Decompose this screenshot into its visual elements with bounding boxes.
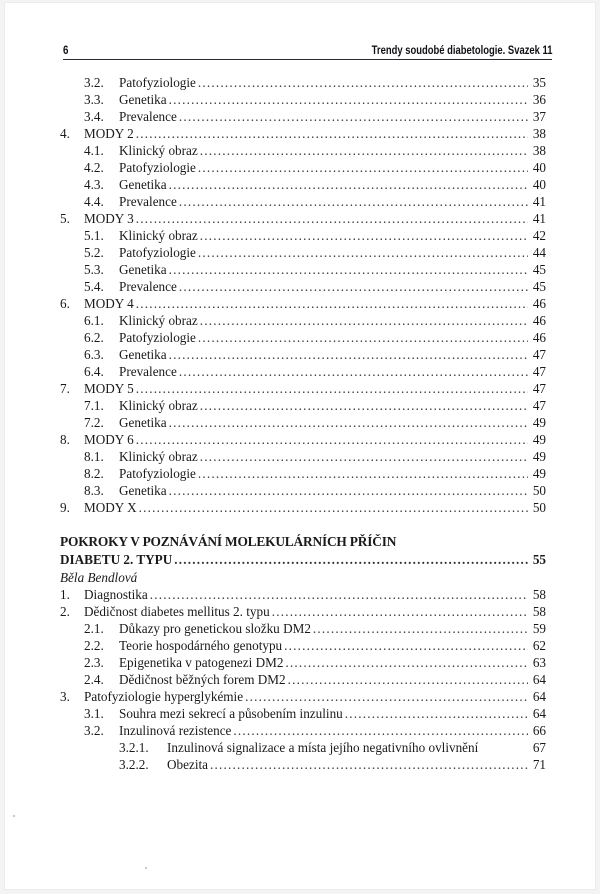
toc-entry-page: 38: [532, 126, 546, 141]
toc-entry-label: [60, 431, 134, 448]
toc-entry-title: Genetika: [119, 347, 167, 362]
toc-entry-page: 45: [532, 262, 546, 277]
toc-entry-label: [60, 482, 167, 499]
dot-leader: [200, 312, 528, 329]
toc-entry-title: Klinický obraz: [119, 313, 198, 328]
toc-entry-page: 58: [532, 604, 546, 619]
toc-entry-title: Epigenetika v patogenezi DM2: [119, 655, 284, 670]
toc-entry-page: 49: [532, 415, 546, 430]
toc-entry-label: [60, 465, 196, 482]
toc-entry-page: 71: [532, 757, 546, 772]
toc-entry-label: [60, 671, 286, 688]
toc-entry-title: Patofyziologie hyperglykémie: [84, 689, 244, 704]
dot-leader: [179, 278, 528, 295]
toc-entry[interactable]: [60, 397, 546, 414]
toc-entry-page: 63: [532, 655, 546, 670]
toc-entry-page: 36: [532, 92, 546, 107]
toc-entry-number: 4.3.: [84, 177, 104, 192]
toc-entry-label: [60, 295, 134, 312]
toc-entry-number: 5.3.: [84, 262, 104, 277]
toc-entry-title: Dědičnost diabetes mellitus 2. typu: [84, 604, 270, 619]
toc-entry[interactable]: [60, 125, 546, 142]
toc-entry[interactable]: [60, 210, 546, 227]
toc-chapter: [60, 533, 546, 773]
paper-speck: [13, 815, 15, 817]
toc-entry[interactable]: [60, 278, 546, 295]
toc-entry[interactable]: [60, 465, 546, 482]
table-of-contents: [60, 74, 546, 773]
toc-entry-number: 8.2.: [84, 466, 104, 481]
toc-entry-title: Genetika: [119, 92, 167, 107]
toc-entry-number: 1.: [60, 587, 70, 602]
toc-entry-label: [60, 722, 231, 739]
toc-entry[interactable]: [60, 193, 546, 210]
toc-entry-number: 7.: [60, 381, 70, 396]
toc-entry-title: Prevalence: [119, 279, 177, 294]
toc-entry-title: Důkazy pro genetickou složku DM2: [119, 621, 311, 636]
dot-leader: [288, 671, 528, 688]
toc-entry-title: MODY 5: [84, 381, 134, 396]
toc-entry-page: 49: [532, 466, 546, 481]
toc-entry-title: MODY X: [84, 500, 137, 515]
toc-entry-page: 40: [532, 160, 546, 175]
toc-entry-title: Prevalence: [119, 109, 177, 124]
toc-entry-title: MODY 3: [84, 211, 134, 226]
toc-entry-label: [60, 620, 311, 637]
toc-entry-number: 7.2.: [84, 415, 104, 430]
dot-leader: [136, 431, 528, 448]
running-header: [63, 44, 552, 60]
dot-leader: [136, 125, 528, 142]
chapter-entries-list: [60, 586, 546, 773]
toc-entry-title: MODY 2: [84, 126, 134, 141]
toc-entry-title: Teorie hospodárného genotypu: [119, 638, 283, 653]
dot-leader: [179, 363, 528, 380]
toc-entry-title: Inzulinová rezistence: [119, 723, 232, 738]
toc-entry-title: Patofyziologie: [119, 75, 196, 90]
toc-entry[interactable]: [60, 227, 546, 244]
toc-entry-number: 4.2.: [84, 160, 104, 175]
dot-leader: [200, 142, 528, 159]
toc-entry-page: 37: [532, 109, 546, 124]
toc-entry-label: [60, 278, 177, 295]
toc-entry-label: [60, 448, 198, 465]
chapter-title-line2: DIABETU 2. TYPU: [60, 552, 173, 567]
toc-entry-label: [60, 193, 177, 210]
toc-entry-title: MODY 4: [84, 296, 134, 311]
toc-entry-title: Dědičnost běžných forem DM2: [119, 672, 286, 687]
toc-entry-label: [60, 397, 198, 414]
toc-entry-title: Genetika: [119, 177, 167, 192]
toc-entry[interactable]: [60, 159, 546, 176]
toc-entry-page: 46: [532, 296, 546, 311]
dot-leader: [139, 499, 528, 516]
toc-entry-title: Inzulinová signalizace a místa jejího negativního ovlivnění: [167, 740, 479, 755]
toc-entry-title: Patofyziologie: [119, 160, 196, 175]
toc-entry[interactable]: [60, 295, 546, 312]
toc-entry-label: [60, 586, 148, 603]
running-title: Trendy soudobé diabetologie. Svazek 11: [371, 45, 552, 57]
dot-leader: [210, 756, 528, 773]
dot-leader: [284, 637, 528, 654]
toc-entry[interactable]: [60, 722, 546, 739]
toc-entry-label: [60, 91, 167, 108]
toc-entry-page: 47: [532, 381, 546, 396]
toc-entry-number: 7.1.: [84, 398, 104, 413]
chapter-page-number: 55: [532, 552, 546, 567]
dot-leader: [150, 586, 528, 603]
toc-entry-number: 3.2.: [84, 75, 104, 90]
toc-entry-number: 8.: [60, 432, 70, 447]
page-number: 6: [63, 45, 69, 57]
toc-entry-page: 44: [532, 245, 546, 260]
toc-entry-number: 5.2.: [84, 245, 104, 260]
toc-entry-number: 4.: [60, 126, 70, 141]
chapter-title-row[interactable]: [60, 551, 546, 569]
toc-entry-number: 3.2.1.: [119, 740, 149, 755]
toc-entry-label: [60, 637, 282, 654]
dot-leader: [169, 482, 528, 499]
toc-entry-label: [60, 176, 167, 193]
dot-leader: [200, 227, 528, 244]
toc-entry-page: 64: [532, 706, 546, 721]
toc-entry-number: 3.3.: [84, 92, 104, 107]
toc-entry-title: Genetika: [119, 262, 167, 277]
toc-entry-title: Klinický obraz: [119, 228, 198, 243]
toc-entry-page: 67: [532, 740, 546, 755]
chapter-author: Běla Bendlová: [60, 570, 138, 585]
dot-leader: [169, 176, 528, 193]
dot-leader: [169, 261, 528, 278]
toc-entry[interactable]: [60, 91, 546, 108]
chapter-title-line1[interactable]: POKROKY V POZNÁVÁNÍ MOLEKULÁRNÍCH PŘÍČIN: [60, 534, 397, 549]
toc-entry[interactable]: [60, 312, 546, 329]
toc-entry-title: Patofyziologie: [119, 245, 196, 260]
toc-entry-label: [60, 499, 137, 516]
toc-entry-label: [60, 227, 198, 244]
toc-entry[interactable]: [60, 739, 546, 756]
toc-entry-page: 38: [532, 143, 546, 158]
toc-entry-number: 5.: [60, 211, 70, 226]
toc-entry-label: [60, 739, 478, 756]
toc-entry-page: 41: [532, 211, 546, 226]
toc-entry[interactable]: [60, 671, 546, 688]
toc-entry-number: 6.4.: [84, 364, 104, 379]
toc-entry-label: [60, 363, 177, 380]
toc-entry-number: 6.: [60, 296, 70, 311]
toc-entry[interactable]: [60, 261, 546, 278]
dot-leader: [136, 210, 528, 227]
toc-entry-number: 3.: [60, 689, 70, 704]
toc-entry-number: 8.1.: [84, 449, 104, 464]
toc-entry[interactable]: [60, 586, 546, 603]
toc-entry-label: [60, 688, 243, 705]
dot-leader: [200, 397, 528, 414]
dot-leader: [198, 159, 528, 176]
toc-entry[interactable]: [60, 482, 546, 499]
toc-entry-number: 6.3.: [84, 347, 104, 362]
toc-entry-page: 40: [532, 177, 546, 192]
toc-entry-title: Genetika: [119, 483, 167, 498]
dot-leader: [198, 244, 528, 261]
toc-entry-label: [60, 244, 196, 261]
toc-entry[interactable]: [60, 499, 546, 516]
toc-entry-number: 2.3.: [84, 655, 104, 670]
toc-entry-number: 5.4.: [84, 279, 104, 294]
toc-continued-list: [60, 74, 546, 516]
toc-entry-label: [60, 414, 167, 431]
dot-leader: [136, 380, 528, 397]
toc-entry-title: Genetika: [119, 415, 167, 430]
toc-entry[interactable]: [60, 603, 546, 620]
toc-entry-number: 6.2.: [84, 330, 104, 345]
toc-entry-title: Prevalence: [119, 194, 177, 209]
toc-entry-number: 9.: [60, 500, 70, 515]
paper-speck: [145, 867, 147, 869]
toc-entry-number: 6.1.: [84, 313, 104, 328]
toc-entry[interactable]: [60, 142, 546, 159]
toc-entry-page: 50: [532, 500, 546, 515]
toc-entry-title: Obezita: [167, 757, 209, 772]
toc-entry[interactable]: [60, 74, 546, 91]
toc-entry-label: [60, 159, 196, 176]
toc-entry-label: [60, 74, 196, 91]
toc-entry[interactable]: [60, 329, 546, 346]
toc-entry-number: 3.2.2.: [119, 757, 149, 772]
toc-entry-number: 4.4.: [84, 194, 104, 209]
toc-entry-number: 5.1.: [84, 228, 104, 243]
toc-entry-title: MODY 6: [84, 432, 134, 447]
toc-entry-number: 2.4.: [84, 672, 104, 687]
toc-entry-number: 3.1.: [84, 706, 104, 721]
dot-leader: [245, 688, 528, 705]
toc-entry-title: Souhra mezi sekrecí a působením inzulinu: [119, 706, 343, 721]
toc-entry-number: 2.2.: [84, 638, 104, 653]
toc-entry-label: [60, 312, 198, 329]
toc-entry[interactable]: [60, 414, 546, 431]
toc-entry-page: 41: [532, 194, 546, 209]
toc-entry-number: 2.1.: [84, 621, 104, 636]
toc-entry-page: 64: [532, 689, 546, 704]
dot-leader: [272, 603, 528, 620]
toc-entry-page: 47: [532, 347, 546, 362]
dot-leader: [179, 193, 528, 210]
toc-entry[interactable]: [60, 244, 546, 261]
toc-entry-page: 62: [532, 638, 546, 653]
toc-entry[interactable]: [60, 363, 546, 380]
toc-entry-page: 42: [532, 228, 546, 243]
toc-entry[interactable]: [60, 756, 546, 773]
dot-leader: [136, 295, 528, 312]
toc-entry-label: [60, 261, 167, 278]
dot-leader: [285, 654, 528, 671]
dot-leader: [233, 722, 528, 739]
toc-entry-title: Klinický obraz: [119, 449, 198, 464]
toc-entry[interactable]: [60, 654, 546, 671]
toc-entry-page: 46: [532, 313, 546, 328]
toc-entry[interactable]: [60, 448, 546, 465]
toc-entry-label: [60, 603, 270, 620]
dot-leader: [169, 346, 528, 363]
toc-entry-page: 49: [532, 449, 546, 464]
toc-entry-page: 46: [532, 330, 546, 345]
dot-leader: [198, 329, 528, 346]
toc-entry-page: 35: [532, 75, 546, 90]
toc-entry-page: 50: [532, 483, 546, 498]
toc-entry-label: [60, 125, 134, 142]
toc-entry-page: 47: [532, 398, 546, 413]
toc-entry-page: 58: [532, 587, 546, 602]
dot-leader: [174, 551, 528, 569]
toc-entry-number: 8.3.: [84, 483, 104, 498]
toc-entry-page: 45: [532, 279, 546, 294]
toc-entry-page: 64: [532, 672, 546, 687]
toc-entry-label: [60, 329, 196, 346]
toc-entry[interactable]: [60, 637, 546, 654]
toc-entry-title: Patofyziologie: [119, 466, 196, 481]
toc-entry-title: Klinický obraz: [119, 143, 198, 158]
dot-leader: [198, 74, 528, 91]
toc-entry[interactable]: [60, 346, 546, 363]
toc-entry-page: 49: [532, 432, 546, 447]
toc-entry-page: 66: [532, 723, 546, 738]
toc-entry-title: Patofyziologie: [119, 330, 196, 345]
toc-entry[interactable]: [60, 688, 546, 705]
toc-entry-title: Diagnostika: [84, 587, 148, 602]
dot-leader: [169, 414, 528, 431]
toc-entry[interactable]: [60, 620, 546, 637]
dot-leader: [198, 465, 528, 482]
toc-entry-number: 3.2.: [84, 723, 104, 738]
toc-entry-label: [60, 346, 167, 363]
toc-entry-page: 47: [532, 364, 546, 379]
toc-entry[interactable]: [60, 705, 546, 722]
toc-entry[interactable]: [60, 176, 546, 193]
toc-entry-page: 59: [532, 621, 546, 636]
dot-leader: [345, 705, 528, 722]
toc-entry-label: [60, 210, 134, 227]
toc-entry-label: [60, 705, 343, 722]
dot-leader: [313, 620, 528, 637]
dot-leader: [169, 91, 528, 108]
toc-entry-label: [60, 142, 198, 159]
toc-entry-label: [60, 380, 134, 397]
toc-entry[interactable]: [60, 108, 546, 125]
toc-entry[interactable]: [60, 431, 546, 448]
toc-entry-number: 3.4.: [84, 109, 104, 124]
toc-entry-title: Prevalence: [119, 364, 177, 379]
toc-entry-number: 4.1.: [84, 143, 104, 158]
toc-entry[interactable]: [60, 380, 546, 397]
toc-entry-number: 2.: [60, 604, 70, 619]
toc-entry-title: Klinický obraz: [119, 398, 198, 413]
toc-entry-label: [60, 108, 177, 125]
dot-leader: [200, 448, 528, 465]
toc-entry-label: [60, 756, 208, 773]
dot-leader: [179, 108, 528, 125]
toc-entry-label: [60, 654, 283, 671]
